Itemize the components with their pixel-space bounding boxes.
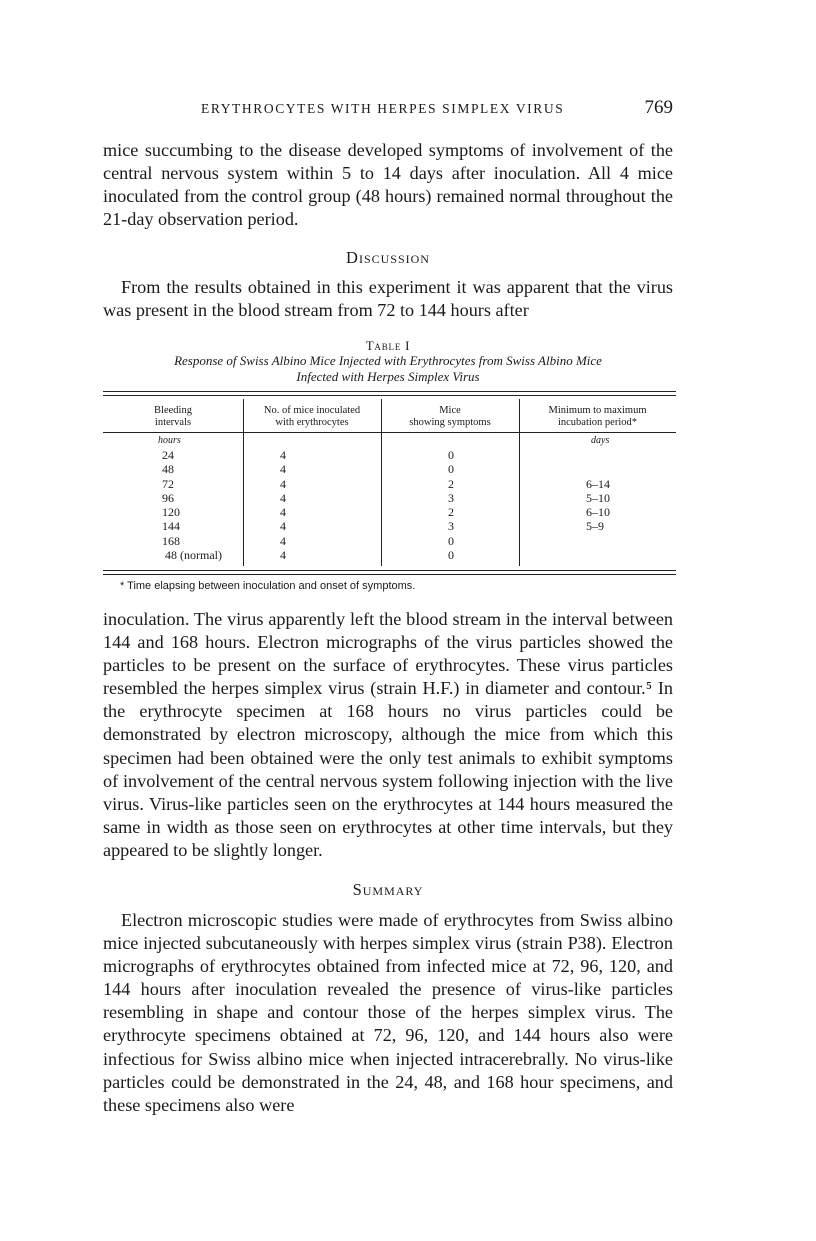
summary-paragraph: Electron microscopic studies were made of erythrocytes from Swiss albino mice injected subcutaneously with herpes simplex virus (strain P38). Electron micrographs of erythrocytes obtained from infected mice at 72, 96, 120, and 144 hours after inoculation revealed the presence of virus-like particles resembling in shape and contour those of the herpes simplex virus. The erythrocyte specimens obtained at 72, 96, 120, and 144 hours also were infectious for Swiss albino mice when injected intracerebrally. No virus-like particles could be demonstrated in the 24, 48, and 168 hour specimens, and these specimens also were: [103, 910, 673, 1115]
table-cell: [586, 462, 610, 476]
table-cell: [586, 534, 610, 548]
table-cell: 5–10: [586, 490, 610, 505]
header-line: Mice: [439, 405, 461, 416]
table-cell: 4: [280, 490, 286, 505]
table-cell: [586, 548, 610, 562]
column-header-interval: [103, 405, 243, 428]
table-cell: 2: [448, 476, 454, 491]
table-cell: 4: [280, 548, 286, 563]
header-line: No. of mice inoculated: [263, 405, 361, 416]
table-cell: 4: [280, 519, 286, 534]
header-rule: [103, 432, 676, 433]
header-line: showing symptoms: [409, 416, 491, 428]
table-cell: 0: [448, 533, 454, 548]
table-cell: 120: [162, 505, 180, 520]
table-top-rule: [103, 395, 676, 396]
header-line: with erythrocytes: [275, 416, 349, 428]
unit-days: days: [591, 435, 610, 446]
header-line: incubation period*: [557, 416, 638, 428]
table-cell: 6–10: [586, 505, 610, 520]
table-cell: 3: [448, 490, 454, 505]
table-cell: 6–14: [586, 476, 610, 491]
table-cell: 24: [162, 448, 174, 462]
header-line: intervals: [154, 416, 192, 428]
data-table: [103, 399, 676, 567]
table-cell: 72: [162, 476, 174, 491]
column-header-symptoms: [381, 405, 519, 428]
table-cell: 4: [280, 448, 286, 462]
table-cell: 3: [448, 519, 454, 534]
table-cell: 4: [280, 533, 286, 548]
table-caption-line: Infected with Herpes Simplex Virus: [296, 369, 480, 384]
table-cell: 0: [448, 448, 454, 462]
unit-hours: hours: [158, 435, 181, 446]
table-cell: 4: [280, 476, 286, 491]
table-caption-line: Response of Swiss Albino Mice Injected with Erythrocytes from Swiss Albino Mice: [174, 353, 602, 368]
column-header-incubation: [519, 405, 676, 428]
table-cell: 0: [448, 462, 454, 477]
table-top-rule: [103, 391, 676, 392]
running-head: [103, 97, 673, 125]
table-cell: 96: [162, 490, 174, 505]
table-cell: 48 (normal): [165, 548, 222, 563]
table-cell: 5–9: [586, 519, 604, 534]
header-line: Minimum to maximum: [548, 405, 647, 416]
header-line: Bleeding: [154, 405, 192, 416]
table-cell: 4: [280, 462, 286, 477]
table-cell: [586, 448, 610, 462]
page-number: 769: [644, 97, 673, 118]
table-cell: 144: [162, 519, 180, 534]
discussion-paragraph-continued: inoculation. The virus apparently left the blood stream in the interval between 144 and 168 hours. Electron micrographs of the virus particles showed the particles to be present on the surface of erythrocytes. These virus particles resembled the herpes simplex virus (strain H.F.) in diameter and contour.⁵ In the erythrocyte specimen at 168 hours no virus particles could be demonstrated by electron microscopy, although the mice from which this specimen had been obtained were the only test animals to exhibit symptoms of involvement of the central nervous system following injection with the live virus. Virus-like particles seen on the erythrocytes at 144 hours measured the same in width as those seen on erythrocytes at other time intervals, but they appeared to be slightly longer.: [103, 609, 673, 860]
column-symptoms: [391, 448, 511, 562]
table-cell: 4: [280, 505, 286, 520]
discussion-heading: Discussion: [346, 248, 430, 267]
table-cell: 0: [448, 548, 454, 563]
table-cell: 168: [162, 533, 180, 548]
summary-heading: Summary: [352, 880, 424, 899]
table-cell: 48: [162, 462, 174, 477]
table-bottom-rule: [103, 570, 676, 571]
column-incubation: [586, 448, 610, 562]
paragraph-continuation: mice succumbing to the disease developed symptoms of involvement of the central nervous system within 5 to 14 days after inoculation. All 4 mice inoculated from the control group (48 hours) remained normal throughout the 21-day observation period.: [103, 140, 673, 230]
table-label: Table I: [365, 338, 411, 353]
column-inoculated: [253, 448, 313, 562]
discussion-paragraph: From the results obtained in this experiment it was apparent that the virus was present in the blood stream from 72 to 144 hours after: [103, 277, 673, 321]
table-cell: 2: [448, 505, 454, 520]
running-title: ERYTHROCYTES WITH HERPES SIMPLEX VIRUS: [201, 101, 565, 116]
column-interval: [162, 448, 222, 562]
table-caption: [103, 353, 673, 385]
column-header-inoculated: [243, 405, 381, 428]
table-footnote: * Time elapsing between inoculation and onset of symptoms.: [120, 580, 416, 592]
table-bottom-rule: [103, 574, 676, 575]
